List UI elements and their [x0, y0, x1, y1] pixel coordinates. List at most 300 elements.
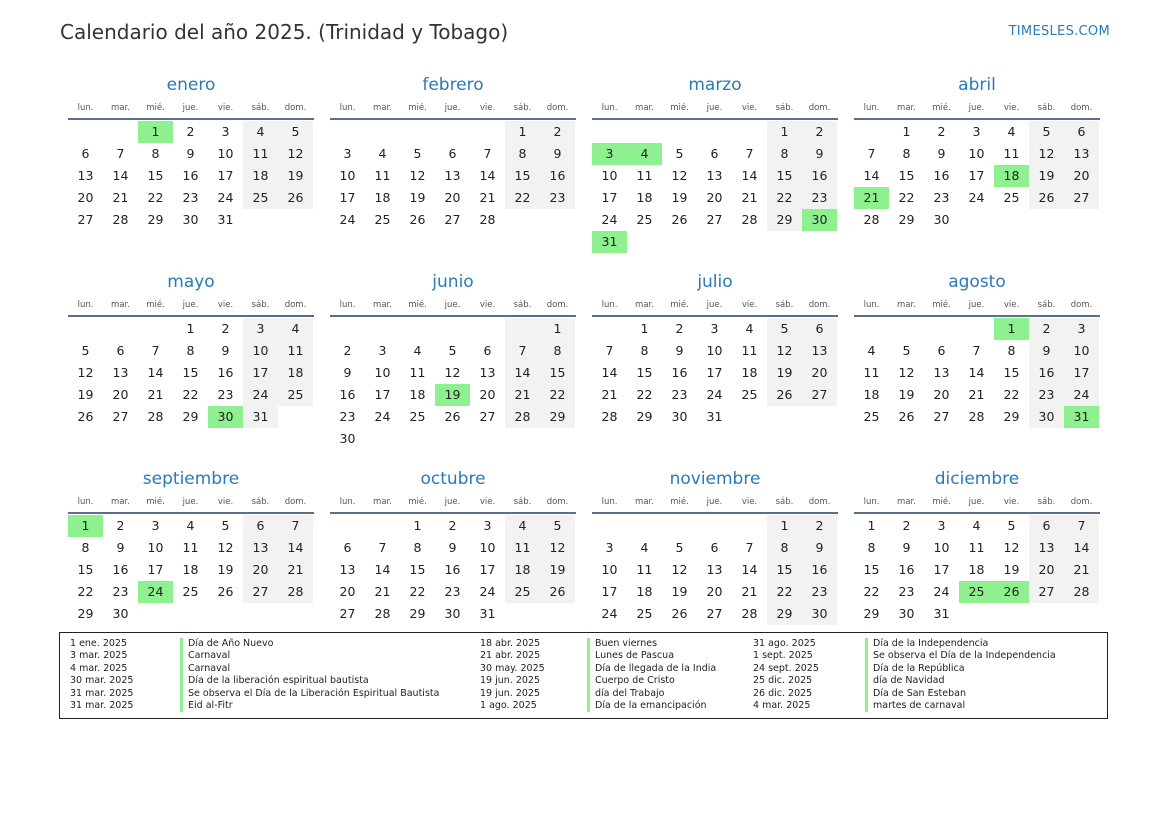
day-cell: 5 — [675, 540, 684, 555]
day-cell: 18 — [863, 387, 880, 402]
day-cell: 1 — [867, 518, 876, 533]
day-cell: 16 — [540, 165, 575, 187]
day-cell: 16 — [802, 559, 837, 581]
day-cell: 25 — [374, 212, 391, 227]
day-cell: 2 — [675, 321, 684, 336]
legend-holiday-name: Día de la emancipación — [587, 700, 707, 712]
day-cell: 9 — [221, 343, 230, 358]
day-cell: 17 — [706, 365, 723, 380]
month-name: junio — [432, 272, 474, 292]
weekday-label: jue. — [706, 300, 723, 310]
weekday-label: vie. — [217, 300, 234, 310]
day-cell: 13 — [444, 168, 461, 183]
day-cell: 10 — [243, 340, 278, 362]
empty-cell — [732, 515, 767, 537]
day-cell: 20 — [479, 387, 496, 402]
legend-item — [480, 650, 716, 662]
weekday-label: vie. — [741, 497, 758, 507]
weekday-label: jue. — [444, 300, 461, 310]
day-cell: 9 — [675, 343, 684, 358]
day-cell: 6 — [81, 146, 90, 161]
day-cell: 27 — [706, 606, 723, 621]
day-cell: 9 — [343, 365, 352, 380]
empty-cell — [627, 121, 662, 143]
day-cell: 4 — [378, 146, 387, 161]
day-cell: 28 — [479, 212, 496, 227]
day-cell: 19 — [671, 190, 688, 205]
weekday-label: sáb. — [775, 497, 794, 507]
legend-column — [480, 638, 716, 712]
legend-date: 19 jun. 2025 — [480, 675, 541, 687]
day-cell: 22 — [636, 387, 653, 402]
weekday-label: lun. — [77, 103, 94, 113]
day-cell: 16 — [339, 387, 356, 402]
month-name: enero — [166, 75, 216, 95]
day-cell: 12 — [409, 168, 426, 183]
weekday-label: lun. — [77, 497, 94, 507]
day-cell: 20 — [1029, 559, 1064, 581]
day-cell: 17 — [339, 190, 356, 205]
day-cell: 9 — [937, 146, 946, 161]
day-cell: 1 — [540, 318, 575, 340]
empty-cell — [330, 318, 365, 340]
day-cell: 17 — [374, 387, 391, 402]
weekday-label: mar. — [111, 300, 130, 310]
weekday-label: vie. — [479, 103, 496, 113]
weekday-header — [854, 295, 1100, 317]
legend-date: 24 sept. 2025 — [753, 662, 819, 674]
legend-date: 25 dic. 2025 — [753, 675, 813, 687]
day-cell: 18 — [505, 559, 540, 581]
legend-item — [70, 663, 439, 675]
empty-cell — [330, 121, 365, 143]
day-cell: 29 — [147, 212, 164, 227]
empty-cell — [505, 318, 540, 340]
month-mayo — [68, 271, 314, 468]
holiday-day-cell: 1 — [994, 318, 1029, 340]
weekday-header — [592, 492, 838, 514]
empty-cell — [592, 121, 627, 143]
legend-holiday-name: Día de Año Nuevo — [180, 638, 273, 650]
empty-cell — [959, 209, 994, 231]
weekday-label: mié. — [670, 300, 689, 310]
day-cell: 6 — [448, 146, 457, 161]
day-cell: 5 — [221, 518, 230, 533]
holiday-day-cell: 30 — [802, 209, 837, 231]
day-cell: 13 — [706, 562, 723, 577]
legend-column — [70, 638, 439, 712]
legend-date: 1 sept. 2025 — [753, 650, 813, 662]
day-cell: 29 — [767, 603, 802, 625]
day-cell: 19 — [1003, 562, 1020, 577]
day-cell: 3 — [243, 318, 278, 340]
day-cell: 3 — [1064, 318, 1099, 340]
holiday-day-cell: 31 — [592, 231, 627, 253]
legend-holiday-name: Día de la Independencia — [865, 638, 988, 650]
day-cell: 8 — [902, 146, 911, 161]
empty-cell — [68, 121, 103, 143]
holiday-day-cell: 21 — [854, 187, 889, 209]
day-cell: 26 — [767, 384, 802, 406]
day-cell: 19 — [217, 562, 234, 577]
day-cell: 27 — [444, 212, 461, 227]
day-cell: 4 — [1007, 124, 1016, 139]
weekday-label: jue. — [182, 103, 199, 113]
day-cell: 17 — [601, 190, 618, 205]
day-cell: 7 — [867, 146, 876, 161]
legend-item — [480, 675, 716, 687]
holiday-day-cell: 26 — [994, 581, 1029, 603]
weekday-label: dom. — [284, 497, 307, 507]
day-cell: 30 — [671, 409, 688, 424]
empty-cell — [767, 406, 802, 428]
day-cell: 12 — [444, 365, 461, 380]
holiday-day-cell: 24 — [138, 581, 173, 603]
day-cell: 7 — [745, 540, 754, 555]
day-cell: 26 — [898, 409, 915, 424]
day-cell: 6 — [1029, 515, 1064, 537]
day-cell: 11 — [243, 143, 278, 165]
legend-item — [480, 663, 716, 675]
day-cell: 1 — [902, 124, 911, 139]
day-cell: 9 — [540, 143, 575, 165]
day-cell: 3 — [343, 146, 352, 161]
day-cell: 29 — [540, 406, 575, 428]
day-cell: 31 — [706, 409, 723, 424]
day-cell: 22 — [147, 190, 164, 205]
legend-holiday-name: día de Navidad — [865, 675, 944, 687]
day-cell: 15 — [147, 168, 164, 183]
weekday-label: lun. — [339, 103, 356, 113]
month-abril — [854, 74, 1100, 271]
legend-holiday-name: Se observa el Día de la Liberación Espiritual Bautista — [180, 688, 439, 700]
empty-cell — [924, 318, 959, 340]
legend-holiday-name: Día de la liberación espiritual bautista — [180, 675, 369, 687]
empty-cell — [627, 231, 662, 253]
page-title: Calendario del año 2025. (Trinidad y Tobago) — [60, 20, 509, 44]
legend-item — [480, 638, 716, 650]
day-cell: 13 — [1064, 143, 1099, 165]
weekday-label: mar. — [635, 103, 654, 113]
holiday-legend — [59, 632, 1108, 719]
weekday-label: vie. — [479, 497, 496, 507]
weekday-header — [854, 98, 1100, 120]
day-cell: 19 — [767, 362, 802, 384]
holiday-day-cell: 19 — [435, 384, 470, 406]
weekday-label: dom. — [808, 497, 831, 507]
weekday-label: mié. — [670, 103, 689, 113]
weekday-label: jue. — [968, 300, 985, 310]
day-cell: 28 — [741, 212, 758, 227]
day-cell: 21 — [479, 190, 496, 205]
weekday-label: lun. — [601, 103, 618, 113]
day-cell: 13 — [243, 537, 278, 559]
empty-cell — [994, 603, 1029, 625]
day-cell: 9 — [802, 143, 837, 165]
day-cell: 22 — [767, 581, 802, 603]
legend-item — [70, 700, 439, 712]
day-cell: 2 — [802, 515, 837, 537]
day-cell: 30 — [339, 431, 356, 446]
day-cell: 7 — [1064, 515, 1099, 537]
day-cell: 24 — [601, 606, 618, 621]
weekday-label: mié. — [670, 497, 689, 507]
weekday-label: mié. — [146, 103, 165, 113]
day-cell: 24 — [339, 212, 356, 227]
empty-cell — [470, 428, 505, 450]
day-cell: 6 — [483, 343, 492, 358]
day-cell: 29 — [77, 606, 94, 621]
legend-holiday-name: martes de carnaval — [865, 700, 965, 712]
day-cell: 27 — [112, 409, 129, 424]
day-cell: 23 — [112, 584, 129, 599]
weekday-label: dom. — [546, 300, 569, 310]
site-link[interactable]: TIMESLES.COM — [1008, 24, 1110, 39]
day-cell: 19 — [671, 584, 688, 599]
legend-date: 4 mar. 2025 — [70, 662, 128, 674]
day-cell: 1 — [640, 321, 649, 336]
day-cell: 9 — [1029, 340, 1064, 362]
day-cell: 1 — [505, 121, 540, 143]
day-cell: 5 — [81, 343, 90, 358]
day-cell: 28 — [968, 409, 985, 424]
legend-holiday-name: Lunes de Pascua — [587, 650, 674, 662]
day-cell: 24 — [479, 584, 496, 599]
empty-cell — [959, 603, 994, 625]
day-cell: 26 — [671, 212, 688, 227]
day-cell: 12 — [767, 340, 802, 362]
day-cell: 26 — [671, 606, 688, 621]
weekday-label: dom. — [1070, 300, 1093, 310]
weekday-label: vie. — [1003, 103, 1020, 113]
day-cell: 31 — [217, 212, 234, 227]
empty-cell — [592, 515, 627, 537]
day-cell: 22 — [540, 384, 575, 406]
legend-item — [480, 700, 716, 712]
month-name: abril — [958, 75, 996, 95]
weekday-label: dom. — [808, 103, 831, 113]
day-cell: 2 — [343, 343, 352, 358]
weekday-header — [854, 492, 1100, 514]
day-cell: 15 — [182, 365, 199, 380]
day-cell: 14 — [741, 562, 758, 577]
month-agosto — [854, 271, 1100, 468]
day-cell: 16 — [671, 365, 688, 380]
day-cell: 20 — [339, 584, 356, 599]
holiday-day-cell: 31 — [1064, 406, 1099, 428]
day-cell: 4 — [413, 343, 422, 358]
day-cell: 16 — [933, 168, 950, 183]
weekday-label: mié. — [932, 497, 951, 507]
day-cell: 5 — [902, 343, 911, 358]
weekday-label: vie. — [217, 103, 234, 113]
day-cell: 18 — [968, 562, 985, 577]
day-cell: 16 — [444, 562, 461, 577]
legend-item — [70, 675, 439, 687]
day-cell: 18 — [243, 165, 278, 187]
day-cell: 9 — [186, 146, 195, 161]
day-grid — [854, 121, 1100, 231]
day-cell: 15 — [863, 562, 880, 577]
day-cell: 18 — [278, 362, 313, 384]
day-cell: 17 — [933, 562, 950, 577]
day-cell: 21 — [278, 559, 313, 581]
holiday-day-cell: 4 — [627, 143, 662, 165]
weekday-header — [68, 295, 314, 317]
day-cell: 25 — [182, 584, 199, 599]
empty-cell — [68, 318, 103, 340]
day-cell: 5 — [448, 343, 457, 358]
day-grid — [68, 515, 314, 625]
day-cell: 4 — [745, 321, 754, 336]
weekday-label: dom. — [546, 497, 569, 507]
day-cell: 6 — [802, 318, 837, 340]
empty-cell — [697, 231, 732, 253]
day-cell: 28 — [112, 212, 129, 227]
day-cell: 28 — [1064, 581, 1099, 603]
weekday-label: dom. — [1070, 497, 1093, 507]
day-cell: 27 — [802, 384, 837, 406]
day-cell: 31 — [479, 606, 496, 621]
day-cell: 6 — [937, 343, 946, 358]
weekday-label: mar. — [897, 497, 916, 507]
day-cell: 7 — [605, 343, 614, 358]
day-cell: 13 — [112, 365, 129, 380]
weekday-label: jue. — [706, 497, 723, 507]
day-cell: 11 — [636, 168, 653, 183]
day-cell: 18 — [636, 190, 653, 205]
day-cell: 5 — [675, 146, 684, 161]
day-cell: 3 — [221, 124, 230, 139]
day-cell: 22 — [505, 187, 540, 209]
day-cell: 25 — [278, 384, 313, 406]
weekday-label: vie. — [741, 300, 758, 310]
legend-item — [753, 663, 1056, 675]
legend-holiday-name: Carnaval — [180, 650, 230, 662]
day-cell: 5 — [1007, 518, 1016, 533]
weekday-label: dom. — [1070, 103, 1093, 113]
day-cell: 6 — [243, 515, 278, 537]
empty-cell — [1029, 603, 1064, 625]
weekday-label: sáb. — [513, 300, 532, 310]
day-cell: 4 — [186, 518, 195, 533]
empty-cell — [540, 209, 575, 231]
day-cell: 11 — [505, 537, 540, 559]
legend-holiday-name: Carnaval — [180, 663, 230, 675]
weekday-label: sáb. — [775, 103, 794, 113]
day-cell: 24 — [243, 384, 278, 406]
month-febrero — [330, 74, 576, 271]
day-cell: 2 — [937, 124, 946, 139]
day-cell: 15 — [540, 362, 575, 384]
month-name: febrero — [422, 75, 484, 95]
weekday-label: mié. — [146, 300, 165, 310]
empty-cell — [208, 603, 243, 625]
day-cell: 15 — [767, 165, 802, 187]
empty-cell — [278, 603, 313, 625]
holiday-day-cell: 1 — [68, 515, 103, 537]
day-cell: 22 — [409, 584, 426, 599]
legend-holiday-name: Día de la República — [865, 663, 965, 675]
day-cell: 1 — [186, 321, 195, 336]
day-cell: 15 — [767, 559, 802, 581]
empty-cell — [505, 428, 540, 450]
empty-cell — [854, 318, 889, 340]
day-cell: 15 — [898, 168, 915, 183]
day-cell: 29 — [636, 409, 653, 424]
day-cell: 17 — [601, 584, 618, 599]
day-cell: 11 — [409, 365, 426, 380]
day-grid — [330, 318, 576, 450]
day-cell: 15 — [636, 365, 653, 380]
day-cell: 4 — [640, 540, 649, 555]
weekday-label: lun. — [77, 300, 94, 310]
day-cell: 27 — [1064, 187, 1099, 209]
day-grid — [330, 515, 576, 625]
day-cell: 12 — [77, 365, 94, 380]
day-cell: 24 — [217, 190, 234, 205]
day-cell: 30 — [182, 212, 199, 227]
empty-cell — [278, 209, 313, 231]
legend-item — [753, 675, 1056, 687]
legend-holiday-name: Eid al-Fitr — [180, 700, 233, 712]
weekday-label: mar. — [897, 300, 916, 310]
weekday-label: dom. — [284, 300, 307, 310]
day-cell: 13 — [1029, 537, 1064, 559]
weekday-label: lun. — [863, 300, 880, 310]
day-cell: 20 — [933, 387, 950, 402]
day-cell: 22 — [898, 190, 915, 205]
day-cell: 10 — [374, 365, 391, 380]
day-cell: 14 — [112, 168, 129, 183]
day-cell: 30 — [933, 212, 950, 227]
day-cell: 20 — [112, 387, 129, 402]
empty-cell — [435, 428, 470, 450]
weekday-label: mié. — [408, 300, 427, 310]
day-cell: 12 — [540, 537, 575, 559]
day-cell: 25 — [863, 409, 880, 424]
day-cell: 5 — [1029, 121, 1064, 143]
empty-cell — [330, 515, 365, 537]
day-cell: 2 — [186, 124, 195, 139]
empty-cell — [103, 121, 138, 143]
day-cell: 27 — [479, 409, 496, 424]
day-cell: 26 — [278, 187, 313, 209]
day-cell: 17 — [243, 362, 278, 384]
day-cell: 30 — [898, 606, 915, 621]
day-cell: 10 — [601, 562, 618, 577]
day-cell: 13 — [339, 562, 356, 577]
day-cell: 22 — [767, 187, 802, 209]
weekday-label: mié. — [146, 497, 165, 507]
weekday-header — [592, 98, 838, 120]
legend-date: 31 mar. 2025 — [70, 687, 134, 699]
day-cell: 30 — [802, 603, 837, 625]
day-cell: 18 — [409, 387, 426, 402]
day-cell: 3 — [483, 518, 492, 533]
legend-item — [480, 688, 716, 700]
month-name: octubre — [420, 469, 486, 489]
weekday-label: sáb. — [251, 300, 270, 310]
day-grid — [592, 121, 838, 253]
month-name: marzo — [688, 75, 742, 95]
day-cell: 18 — [182, 562, 199, 577]
day-cell: 12 — [1003, 540, 1020, 555]
day-cell: 17 — [1064, 362, 1099, 384]
day-cell: 24 — [601, 212, 618, 227]
day-cell: 28 — [601, 409, 618, 424]
day-cell: 17 — [968, 168, 985, 183]
